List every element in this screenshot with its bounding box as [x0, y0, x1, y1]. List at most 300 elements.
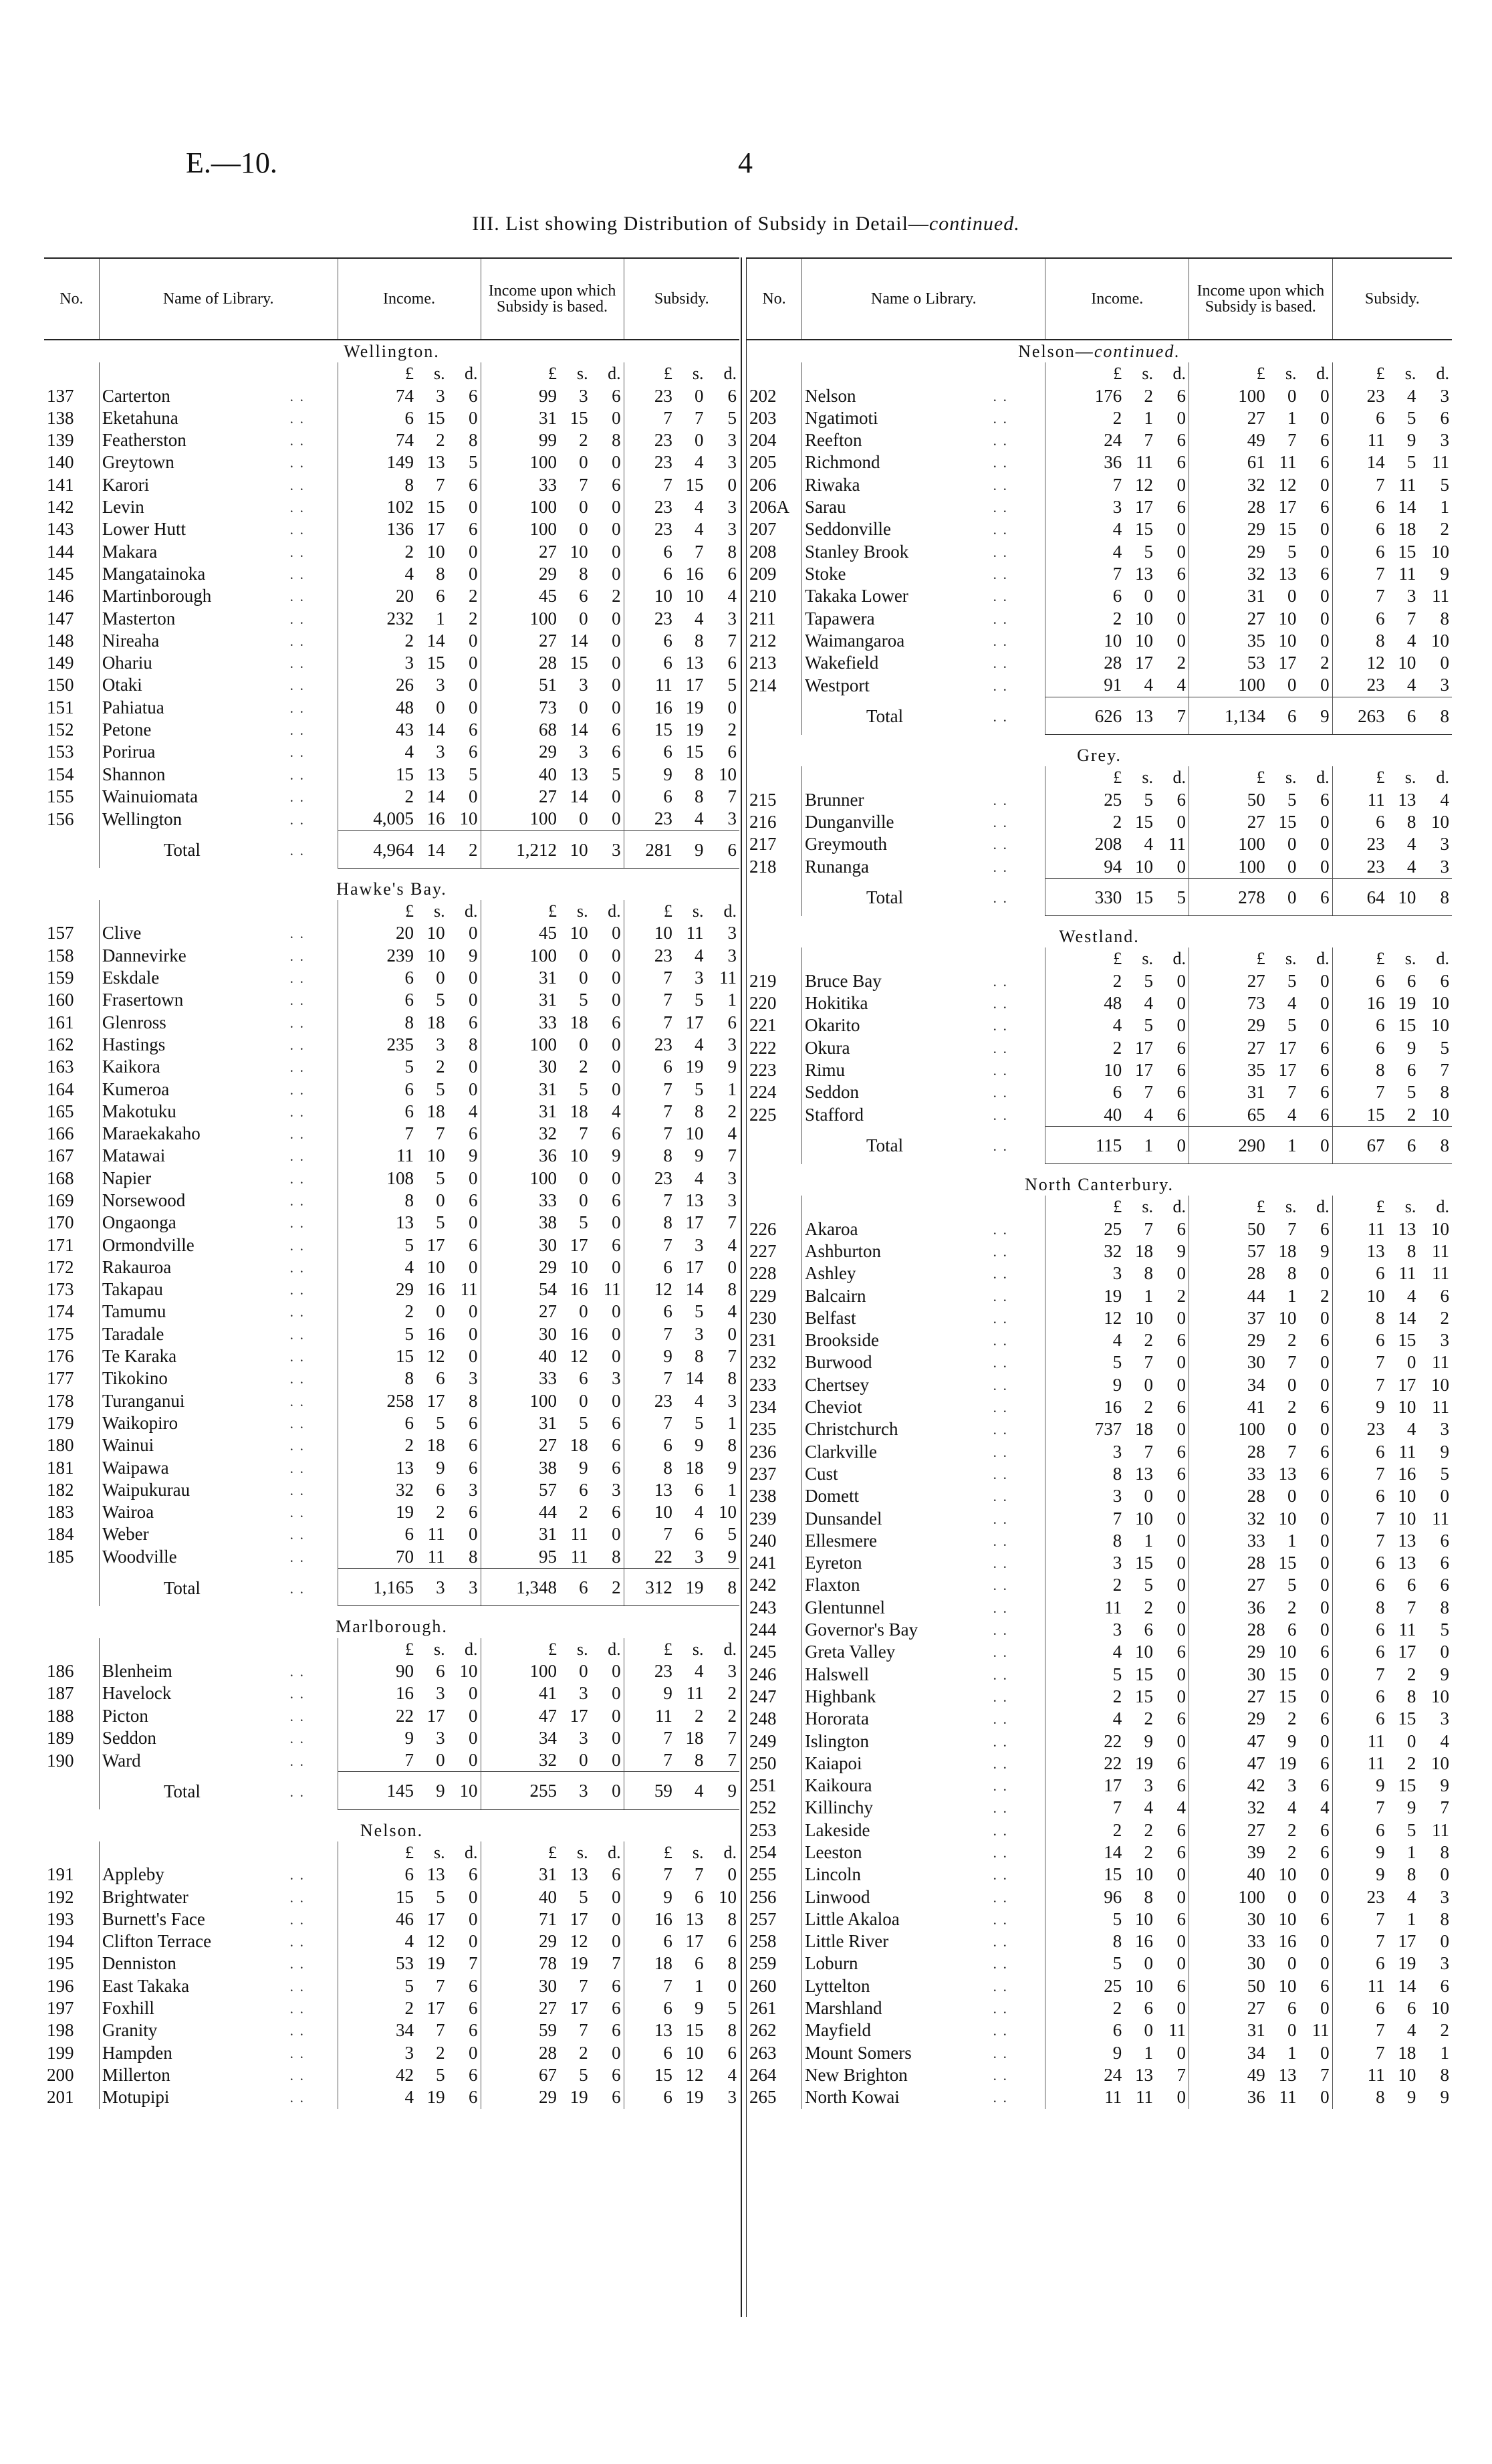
total-income-upon-pounds: 290 — [1189, 1126, 1268, 1163]
income-upon-shillings: 2 — [579, 1502, 588, 1523]
table-row — [44, 697, 739, 719]
subsidy-shillings: 15 — [1398, 1775, 1416, 1796]
table-row — [747, 2086, 1452, 2108]
library-number: 244 — [749, 1619, 777, 1640]
library-number: 233 — [749, 1374, 777, 1395]
income-upon-shillings: 1 — [1287, 1530, 1297, 1551]
leader-dots: . . — [289, 610, 305, 627]
unit-pounds: £ — [1045, 947, 1124, 970]
total-income-upon-pence: 2 — [591, 1569, 624, 1606]
leader-dots: . . — [289, 842, 305, 859]
library-name: Lyttelton — [802, 1975, 991, 1997]
income-upon-pence: 6 — [1320, 1059, 1330, 1080]
income-upon-shillings: 0 — [579, 1190, 588, 1210]
subsidy-pounds: 6 — [1332, 1574, 1388, 1596]
leader-dots: . . — [289, 1058, 305, 1076]
income-upon-pounds: 29 — [1189, 541, 1268, 563]
subsidy-pounds: 7 — [624, 1190, 675, 1212]
units-spacer — [99, 900, 287, 922]
library-number: 180 — [47, 1435, 74, 1456]
subsidy-pounds: 16 — [624, 1908, 675, 1930]
table-row — [44, 1167, 739, 1190]
subsidy-pence: 8 — [727, 1368, 737, 1389]
unit-pounds: £ — [1189, 1196, 1268, 1218]
unit-pence: d. — [608, 364, 621, 384]
income-pence: 6 — [1176, 497, 1187, 518]
subsidy-shillings: 10 — [1398, 2064, 1416, 2085]
subsidy-pounds: 12 — [624, 1278, 675, 1301]
income-shillings: 17 — [426, 1705, 445, 1726]
table-row — [747, 2064, 1452, 2086]
table-row — [44, 630, 739, 652]
income-pence: 6 — [469, 1502, 478, 1523]
library-name: Kaiapoi — [802, 1753, 991, 1775]
income-upon-pence: 0 — [1320, 1597, 1330, 1617]
income-pence: 0 — [469, 1727, 478, 1748]
income-pence: 0 — [1176, 1352, 1187, 1373]
section-name: North Canterbury. — [1025, 1175, 1174, 1195]
unit-shillings: s. — [434, 1639, 445, 1659]
subsidy-pounds: 11 — [1332, 1218, 1388, 1240]
income-pence: 7 — [469, 1953, 478, 1974]
subsidy-pence: 6 — [727, 1931, 737, 1952]
leader-dots: . . — [993, 995, 1008, 1012]
income-shillings: 13 — [1135, 2064, 1154, 2085]
leader-dots: . . — [993, 859, 1008, 876]
subsidy-shillings: 4 — [1406, 1886, 1416, 1907]
unit-shillings: s. — [1404, 364, 1416, 384]
income-upon-pounds: 68 — [481, 719, 560, 741]
income-upon-shillings: 8 — [1287, 1263, 1297, 1284]
leader-dots: . . — [993, 432, 1008, 449]
income-pounds: 235 — [338, 1034, 416, 1056]
income-pounds: 149 — [338, 451, 416, 473]
income-upon-pence: 6 — [612, 1234, 621, 1255]
subsidy-pounds: 11 — [1332, 1753, 1388, 1775]
library-name: New Brighton — [802, 2064, 991, 2086]
unit-pounds: £ — [338, 1841, 416, 1864]
income-pence: 6 — [1176, 452, 1187, 473]
unit-pence: d. — [1436, 364, 1449, 384]
table-row — [44, 741, 739, 763]
subsidy-shillings: 9 — [1406, 2087, 1416, 2108]
income-pence: 2 — [469, 586, 478, 606]
leader-dots: . . — [289, 1414, 305, 1432]
unit-shillings: s. — [1142, 768, 1154, 788]
income-upon-pence: 0 — [1320, 1352, 1330, 1373]
units-spacer — [990, 947, 1045, 970]
subsidy-pounds: 9 — [1332, 1864, 1388, 1886]
col-header-income: Income. — [1045, 258, 1189, 340]
income-shillings: 10 — [1135, 630, 1154, 651]
table-row — [44, 1930, 739, 1952]
subsidy-shillings: 9 — [695, 1998, 704, 2019]
income-upon-pence: 8 — [612, 430, 621, 451]
income-pence: 0 — [469, 1750, 478, 1771]
income-upon-pence: 6 — [612, 1412, 621, 1433]
library-name: Dunsandel — [802, 1508, 991, 1530]
unit-pounds: £ — [338, 362, 416, 384]
unit-pence: d. — [1316, 364, 1330, 384]
income-shillings: 5 — [1144, 789, 1154, 810]
table-row — [44, 1056, 739, 1078]
income-pence: 6 — [1176, 1059, 1187, 1080]
income-upon-pence: 0 — [612, 1705, 621, 1726]
income-upon-pounds: 40 — [481, 764, 560, 786]
leader-dots: . . — [289, 1236, 305, 1254]
income-upon-pounds: 27 — [1189, 811, 1268, 833]
income-upon-shillings: 1 — [1287, 2042, 1297, 2063]
table-row — [747, 1530, 1452, 1552]
subsidy-pounds: 9 — [1332, 1396, 1388, 1418]
subsidy-shillings: 4 — [1406, 2020, 1416, 2041]
page-header — [0, 0, 1492, 267]
subsidy-pounds: 7 — [1332, 1530, 1388, 1552]
library-name: Sarau — [802, 496, 991, 518]
subsidy-shillings: 13 — [1398, 1218, 1416, 1239]
income-upon-shillings: 13 — [1278, 1463, 1297, 1484]
library-number: 222 — [749, 1037, 777, 1058]
income-upon-shillings: 5 — [1287, 970, 1297, 991]
income-upon-pence: 6 — [612, 719, 621, 740]
income-shillings: 5 — [436, 2064, 445, 2085]
subsidy-shillings: 13 — [1398, 1553, 1416, 1573]
subsidy-pence: 3 — [727, 1167, 737, 1188]
total-income-pence: 7 — [1156, 697, 1189, 734]
income-upon-shillings: 5 — [1287, 1575, 1297, 1595]
leader-dots: . . — [289, 766, 305, 783]
income-upon-shillings: 18 — [570, 1012, 588, 1032]
income-upon-pence: 0 — [612, 1390, 621, 1411]
subsidy-pence: 11 — [1432, 1397, 1449, 1418]
subsidy-shillings: 17 — [685, 1012, 704, 1032]
income-shillings: 5 — [436, 1212, 445, 1233]
income-pence: 0 — [1176, 407, 1187, 428]
subsidy-pounds: 23 — [624, 945, 675, 967]
subsidy-pence: 0 — [727, 697, 737, 717]
library-number: 147 — [47, 608, 74, 629]
income-pounds: 4 — [338, 741, 416, 763]
total-income-upon-pence: 6 — [1299, 878, 1333, 915]
table-row — [44, 429, 739, 451]
total-subsidy-pence: 8 — [1418, 878, 1452, 915]
subsidy-pence: 6 — [727, 385, 737, 406]
leader-dots: . . — [993, 708, 1008, 725]
table-row — [44, 764, 739, 786]
income-upon-pounds: 28 — [1189, 1552, 1268, 1574]
subsidy-pounds: 8 — [624, 1457, 675, 1479]
table-row — [747, 1418, 1452, 1440]
total-income-upon-pounds: 278 — [1189, 878, 1268, 915]
library-number: 178 — [47, 1390, 74, 1411]
income-upon-pounds: 61 — [1189, 451, 1268, 473]
table-row — [44, 451, 739, 473]
income-shillings: 8 — [1144, 1886, 1154, 1907]
leader-dots: . . — [993, 655, 1008, 672]
income-pence: 0 — [1176, 630, 1187, 651]
subsidy-pounds: 23 — [1332, 1418, 1388, 1440]
library-name: Halswell — [802, 1664, 991, 1686]
income-upon-pounds: 31 — [481, 1412, 560, 1434]
income-shillings: 17 — [426, 1998, 445, 2019]
library-number: 202 — [749, 385, 777, 406]
subsidy-pounds: 6 — [624, 786, 675, 808]
income-shillings: 10 — [1135, 856, 1154, 877]
subsidy-pence: 0 — [1440, 1864, 1449, 1885]
subsidy-shillings: 9 — [1406, 430, 1416, 451]
total-income-upon-pence: 0 — [1299, 1126, 1333, 1163]
section-title — [44, 1819, 739, 1841]
leader-dots: . . — [289, 1977, 305, 1995]
subsidy-shillings: 15 — [1398, 1708, 1416, 1729]
income-pence: 6 — [1176, 1842, 1187, 1862]
income-upon-pounds: 29 — [481, 1930, 560, 1952]
income-upon-pence: 0 — [1320, 541, 1330, 562]
income-pounds: 90 — [338, 1660, 416, 1682]
library-number: 137 — [47, 385, 74, 406]
subsidy-pounds: 6 — [1332, 811, 1388, 833]
library-name: Loburn — [802, 1952, 991, 1975]
subsidy-pence: 10 — [1431, 993, 1449, 1014]
subsidy-shillings: 15 — [685, 474, 704, 495]
income-pounds: 28 — [1045, 652, 1124, 674]
income-upon-pounds: 30 — [1189, 1351, 1268, 1373]
unit-pence: d. — [723, 1843, 737, 1862]
income-shillings: 6 — [436, 1479, 445, 1500]
library-name: Karori — [99, 474, 287, 496]
subsidy-pounds: 6 — [1332, 1485, 1388, 1507]
total-income-pence: 5 — [1156, 878, 1189, 915]
leader-dots: . . — [993, 889, 1008, 907]
table-row — [44, 1501, 739, 1523]
income-upon-pence: 0 — [1320, 1886, 1330, 1907]
subsidy-pounds: 11 — [624, 674, 675, 696]
income-upon-shillings: 0 — [579, 1301, 588, 1322]
income-upon-pence: 11 — [603, 1279, 621, 1300]
library-number: 226 — [749, 1218, 777, 1239]
income-pounds: 2 — [1045, 407, 1124, 429]
unit-pence: d. — [1172, 768, 1187, 788]
total-income-shillings: 13 — [1124, 697, 1156, 734]
subsidy-pence: 2 — [1440, 2020, 1449, 2041]
subsidy-shillings: 14 — [1398, 497, 1416, 518]
leader-dots: . . — [289, 409, 305, 427]
income-upon-shillings: 13 — [1278, 563, 1297, 584]
income-upon-shillings: 4 — [1287, 993, 1297, 1014]
income-pounds: 3 — [1045, 1441, 1124, 1463]
units-spacer — [990, 362, 1045, 384]
units-spacer — [99, 1841, 287, 1864]
income-upon-pence: 6 — [1320, 1842, 1330, 1862]
subsidy-shillings: 4 — [695, 452, 704, 473]
income-upon-pounds: 54 — [481, 1278, 560, 1301]
table-row — [747, 789, 1452, 811]
library-name: Kaikoura — [802, 1775, 991, 1797]
income-upon-shillings: 4 — [1287, 1104, 1297, 1125]
library-number: 200 — [47, 2064, 74, 2085]
library-name: Makara — [99, 541, 287, 563]
unit-pence: d. — [1436, 768, 1449, 788]
income-upon-shillings: 18 — [570, 1101, 588, 1121]
income-upon-pounds: 40 — [481, 1345, 560, 1367]
subsidy-pence: 11 — [1432, 1263, 1449, 1284]
income-pence: 0 — [469, 1301, 478, 1322]
income-pounds: 22 — [1045, 1730, 1124, 1753]
income-upon-pence: 6 — [612, 742, 621, 762]
income-shillings: 2 — [1144, 385, 1154, 406]
income-upon-pence: 0 — [1320, 811, 1330, 832]
units-spacer — [287, 900, 338, 922]
income-upon-pounds: 27 — [1189, 407, 1268, 429]
income-pounds: 5 — [1045, 1908, 1124, 1930]
page-number: 4 — [738, 146, 753, 179]
income-shillings: 0 — [436, 1301, 445, 1322]
income-upon-pounds: 27 — [1189, 1574, 1268, 1596]
library-number: 192 — [47, 1886, 74, 1907]
income-pounds: 4 — [338, 2086, 416, 2108]
subsidy-shillings: 6 — [695, 1524, 704, 1545]
income-upon-pounds: 31 — [481, 1101, 560, 1123]
library-number: 215 — [749, 789, 777, 810]
income-upon-pounds: 100 — [1189, 833, 1268, 855]
income-upon-shillings: 18 — [1278, 1240, 1297, 1261]
subsidy-pounds: 6 — [1332, 1037, 1388, 1059]
subsidy-pence: 1 — [727, 1479, 737, 1500]
leader-dots: . . — [993, 1688, 1008, 1705]
income-shillings: 11 — [1136, 2087, 1154, 2108]
section-gap — [44, 1809, 739, 1819]
income-upon-shillings: 5 — [579, 1886, 588, 1907]
subsidy-pence: 9 — [727, 1546, 737, 1567]
income-shillings: 5 — [436, 1167, 445, 1188]
library-name: Appleby — [99, 1864, 287, 1886]
subsidy-shillings: 3 — [695, 968, 704, 988]
total-subsidy-pence: 8 — [1418, 697, 1452, 734]
income-pounds: 6 — [1045, 1081, 1124, 1103]
total-row — [747, 697, 1452, 734]
income-upon-pence: 0 — [1320, 608, 1330, 629]
income-pounds: 232 — [338, 608, 416, 630]
income-upon-pence: 0 — [1320, 385, 1330, 406]
income-shillings: 7 — [1144, 1082, 1154, 1103]
library-number: 230 — [749, 1307, 777, 1328]
income-upon-pounds: 100 — [481, 1167, 560, 1190]
leader-dots: . . — [993, 521, 1008, 538]
unit-shillings: s. — [434, 364, 445, 384]
subsidy-pence: 10 — [1431, 630, 1449, 651]
subsidy-pounds: 7 — [624, 474, 675, 496]
income-upon-pence: 0 — [612, 1931, 621, 1952]
income-pounds: 6 — [1045, 2019, 1124, 2041]
total-income-upon-pounds: 255 — [481, 1772, 560, 1809]
library-number: 252 — [749, 1797, 777, 1818]
leader-dots: . . — [289, 1866, 305, 1884]
subsidy-pounds: 23 — [1332, 674, 1388, 697]
subsidy-pence: 0 — [727, 1975, 737, 1996]
total-spacer — [747, 1126, 802, 1163]
income-pence: 0 — [469, 497, 478, 518]
section-header-row — [44, 1819, 739, 1841]
total-spacer — [747, 697, 802, 734]
income-upon-pence: 6 — [612, 474, 621, 495]
income-pounds: 5 — [338, 1056, 416, 1078]
income-pounds: 11 — [1045, 1597, 1124, 1619]
subsidy-shillings: 7 — [695, 407, 704, 428]
subsidy-pounds: 9 — [1332, 1841, 1388, 1864]
subsidy-shillings: 2 — [695, 1705, 704, 1726]
income-upon-pounds: 32 — [481, 1749, 560, 1772]
income-shillings: 18 — [426, 1101, 445, 1121]
library-number: 220 — [749, 993, 777, 1014]
table-row — [44, 2042, 739, 2064]
table-row — [747, 1641, 1452, 1663]
income-pence: 0 — [1176, 970, 1187, 991]
subsidy-pence: 9 — [1440, 1664, 1449, 1684]
unit-shillings: s. — [1404, 949, 1416, 969]
income-upon-shillings: 14 — [570, 786, 588, 806]
income-upon-pence: 6 — [1320, 1330, 1330, 1351]
subsidy-shillings: 16 — [685, 563, 704, 584]
unit-pounds: £ — [1332, 766, 1388, 788]
leader-dots: . . — [289, 1392, 305, 1410]
income-upon-shillings: 7 — [1287, 1082, 1297, 1103]
unit-shillings: s. — [1404, 1197, 1416, 1217]
column-divider — [741, 257, 747, 2317]
income-shillings: 10 — [1135, 608, 1154, 629]
units-spacer — [802, 362, 991, 384]
subsidy-pounds: 11 — [1332, 1730, 1388, 1753]
income-pounds: 6 — [338, 407, 416, 429]
income-pence: 0 — [1176, 474, 1187, 495]
subsidy-shillings: 7 — [1406, 1597, 1416, 1617]
subsidy-pence: 6 — [727, 1012, 737, 1032]
income-shillings: 13 — [426, 1864, 445, 1885]
income-upon-pence: 0 — [1320, 1486, 1330, 1506]
library-number: 253 — [749, 1819, 777, 1840]
subsidy-pence: 9 — [727, 1457, 737, 1478]
income-upon-pounds: 29 — [1189, 1329, 1268, 1351]
subsidy-shillings: 11 — [686, 923, 704, 943]
income-shillings: 2 — [436, 2042, 445, 2063]
income-shillings: 16 — [426, 1279, 445, 1300]
table-row — [747, 563, 1452, 585]
units-spacer — [287, 1638, 338, 1660]
section-gap — [44, 868, 739, 878]
income-pence: 6 — [1176, 789, 1187, 810]
income-upon-shillings: 3 — [579, 385, 588, 406]
unit-shillings: s. — [577, 901, 588, 921]
library-name: Rakauroa — [99, 1256, 287, 1278]
subsidy-shillings: 11 — [1398, 1619, 1416, 1640]
subsidy-pounds: 8 — [1332, 1597, 1388, 1619]
library-name: Waipawa — [99, 1457, 287, 1479]
income-upon-pence: 9 — [1320, 1240, 1330, 1261]
library-number: 157 — [47, 923, 74, 943]
library-name: Napier — [99, 1167, 287, 1190]
subsidy-pounds: 9 — [624, 764, 675, 786]
income-pounds: 40 — [1045, 1104, 1124, 1127]
subsidy-shillings: 8 — [695, 1101, 704, 1121]
subsidy-pounds: 15 — [1332, 1104, 1388, 1127]
section-name: Westland. — [1059, 927, 1140, 947]
library-number: 210 — [749, 586, 777, 606]
income-upon-pence: 0 — [1320, 1307, 1330, 1328]
income-upon-pounds: 39 — [1189, 1841, 1268, 1864]
income-upon-pounds: 27 — [1189, 1819, 1268, 1841]
income-pence: 0 — [1176, 1307, 1187, 1328]
income-pence: 0 — [1176, 1575, 1187, 1595]
table-row — [747, 1485, 1452, 1507]
